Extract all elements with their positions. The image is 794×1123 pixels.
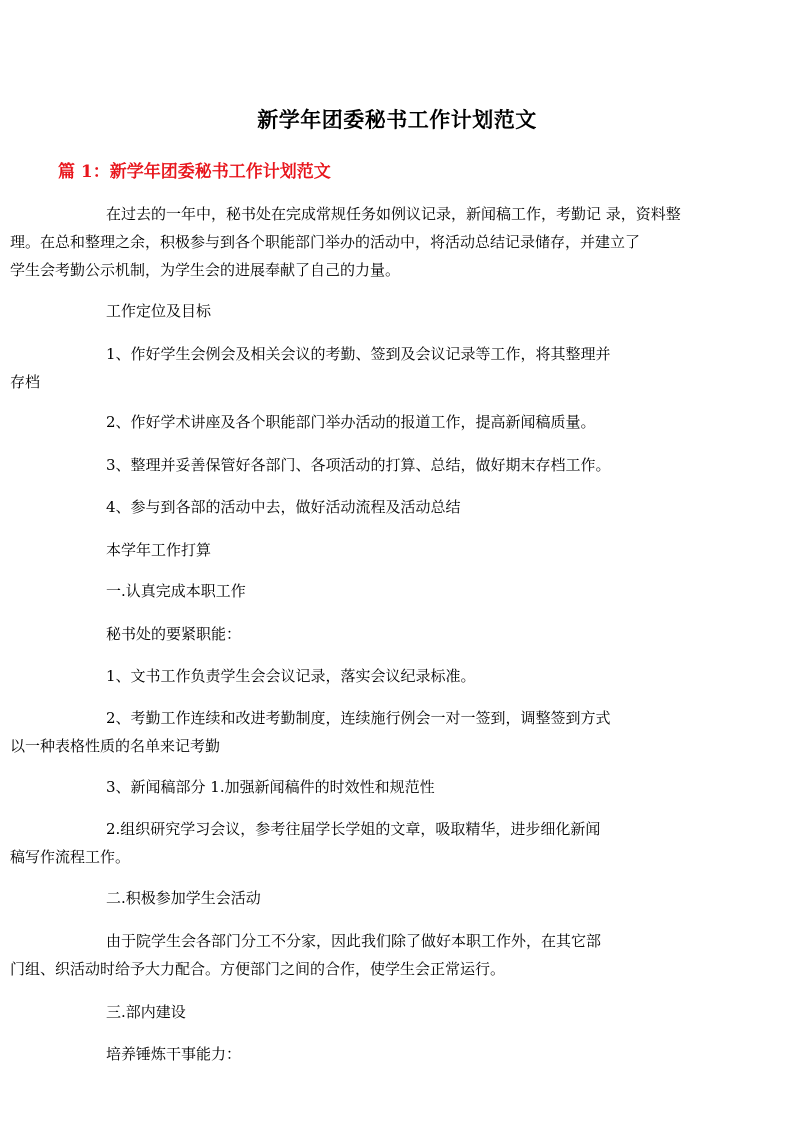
- paragraph-line: 二.积极参加学生会活动: [106, 889, 261, 907]
- paragraph-training: [58, 1040, 738, 1068]
- paragraph-function-2: [10, 704, 738, 760]
- paragraph-line: 4、参与到各部的活动中去，做好活动流程及活动总结: [106, 498, 461, 516]
- paragraph-line: 三.部内建设: [106, 1003, 186, 1021]
- paragraph-goal-1: [10, 340, 738, 396]
- paragraph-heading-one: [58, 577, 738, 605]
- paragraph-goal-2: [58, 408, 738, 436]
- paragraph-heading-functions: [58, 620, 738, 648]
- paragraph-line: 培养锤炼干事能力：: [106, 1045, 242, 1063]
- paragraph-line: 2、作好学术讲座及各个职能部门举办活动的报道工作，提高新闻稿质量。: [106, 413, 596, 431]
- paragraph-heading-plan: [58, 536, 738, 564]
- paragraph-line: 1、作好学生会例会及相关会议的考勤、签到及会议记录等工作，将其整理并: [106, 345, 611, 363]
- paragraph-function-1: [58, 662, 738, 690]
- paragraph-line: 由于院学生会各部门分工不分家，因此我们除了做好本职工作外，在其它部: [106, 932, 602, 950]
- paragraph-intro: [10, 200, 738, 284]
- paragraph-line: 学生会考勤公示机制，为学生会的进展奉献了自己的力量。: [10, 261, 401, 279]
- paragraph-line: 2、考勤工作连续和改进考勤制度，连续施行例会一对一签到，调整签到方式: [106, 709, 611, 727]
- paragraph-line: 在过去的一年中，秘书处在完成常规任务如例议记录，新闻稿工作，考勤记 录，资料整: [106, 205, 681, 223]
- paragraph-heading-goals: [58, 297, 738, 325]
- paragraph-line: 1、文书工作负责学生会会议记录，落实会议纪录标准。: [106, 667, 476, 685]
- paragraph-function-3-2: [10, 815, 738, 871]
- paragraph-goal-3: [58, 451, 738, 479]
- paragraph-line: 3、新闻稿部分 1.加强新闻稿件的时效性和规范性: [106, 778, 435, 796]
- paragraph-line: 2.组织研究学习会议，参考往届学长学姐的文章，吸取精华，进步细化新闻: [106, 820, 601, 838]
- paragraph-line: 以一种表格性质的名单来记考勤: [10, 737, 221, 755]
- paragraph-line: 存档: [10, 373, 41, 391]
- paragraph-line: 门组、织活动时给予大力配合。方便部门之间的合作，使学生会正常运行。: [10, 960, 506, 978]
- paragraph-line: 秘书处的要紧职能：: [106, 625, 242, 643]
- paragraph-line: 3、整理并妥善保管好各部门、各项活动的打算、总结，做好期末存档工作。: [106, 456, 611, 474]
- paragraph-line: 稿写作流程工作。: [10, 848, 131, 866]
- paragraph-cooperation: [10, 927, 738, 983]
- paragraph-line: 本学年工作打算: [106, 541, 212, 559]
- paragraph-heading-three: [58, 998, 738, 1026]
- paragraph-goal-4: [58, 493, 738, 521]
- document-title: 新学年团委秘书工作计划范文: [257, 107, 537, 132]
- section-heading: 篇 1：新学年团委秘书工作计划范文: [58, 162, 331, 182]
- paragraph-line: 一.认真完成本职工作: [106, 582, 246, 600]
- paragraph-line: 理。在总和整理之余，积极参与到各个职能部门举办的活动中，将活动总结记录储存，并建立了: [10, 233, 641, 251]
- paragraph-heading-two: [58, 884, 738, 912]
- paragraph-function-3: [58, 773, 738, 801]
- paragraph-line: 工作定位及目标: [106, 302, 212, 320]
